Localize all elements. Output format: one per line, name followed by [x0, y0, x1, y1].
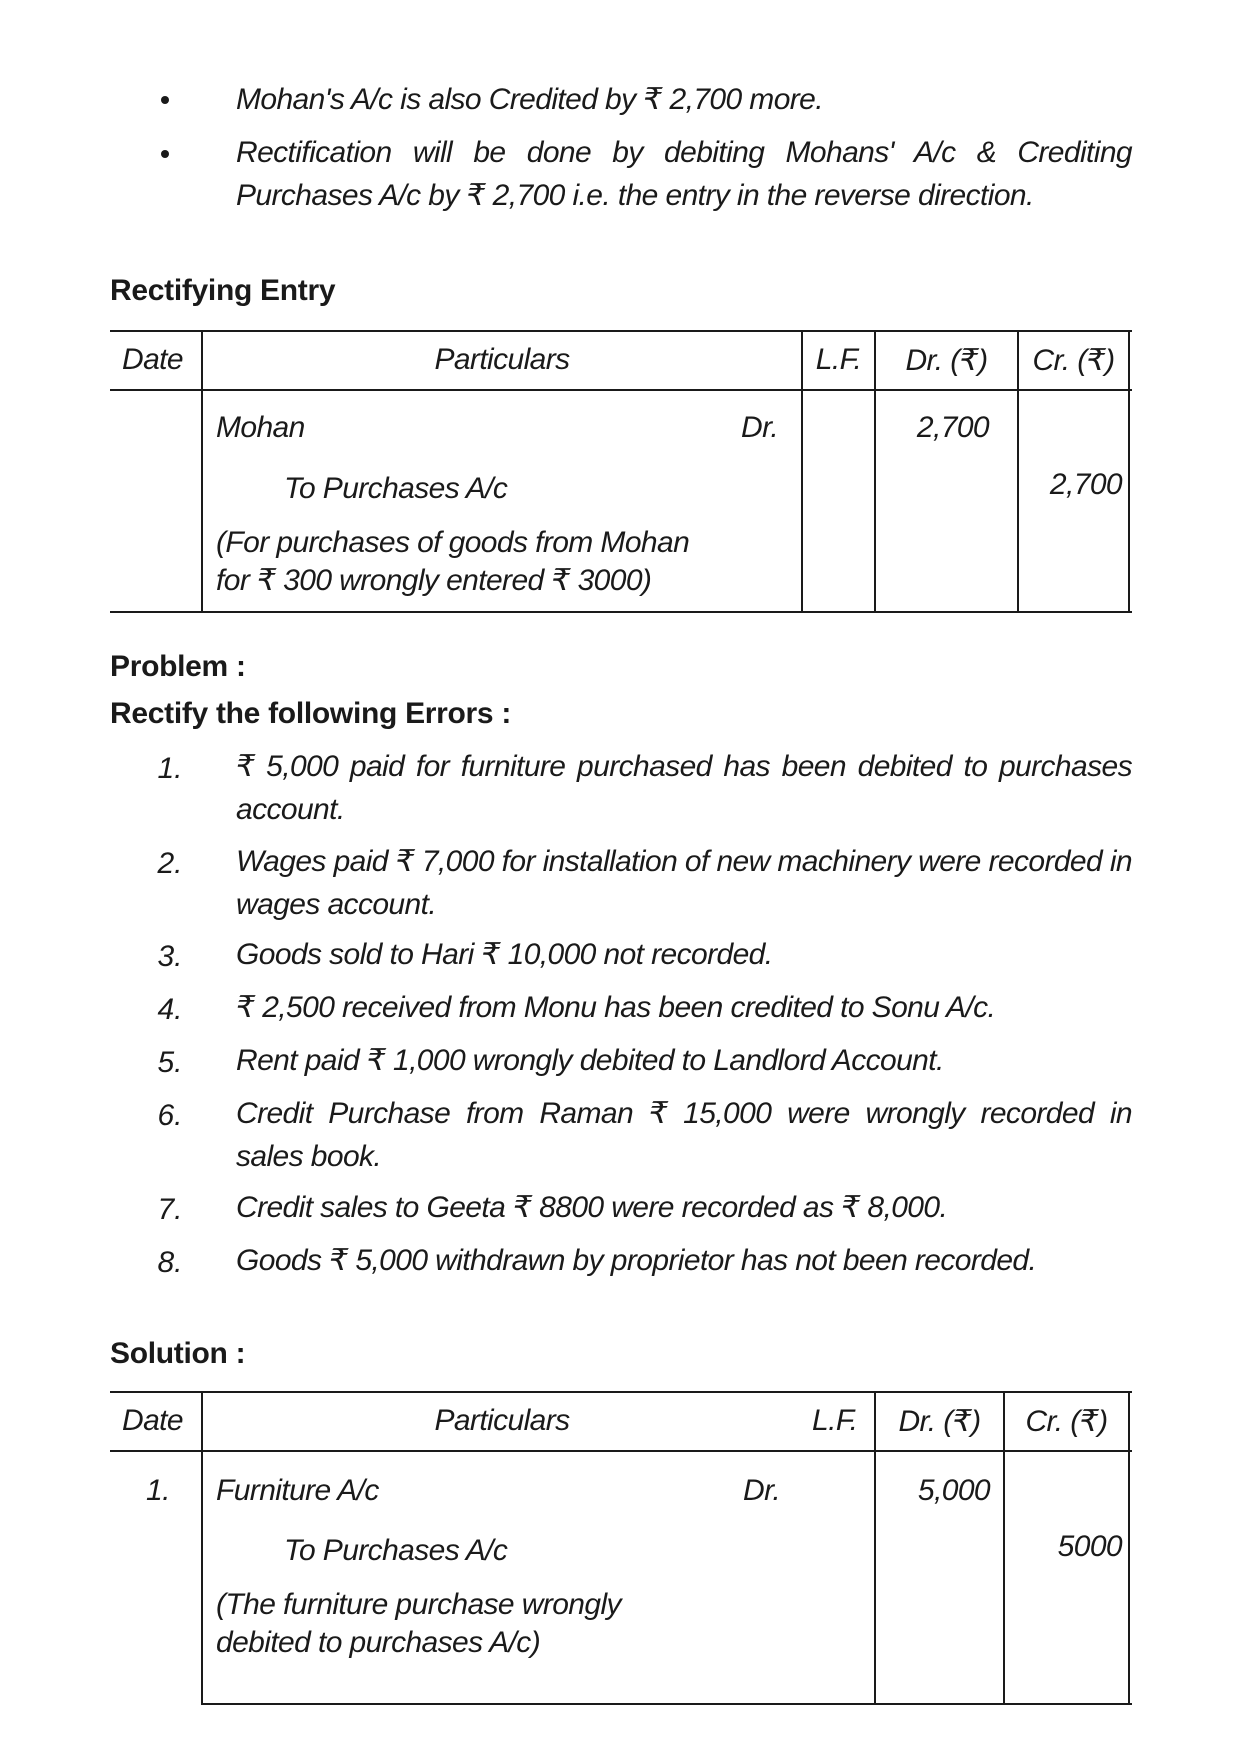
bullet-dot [161, 96, 169, 104]
list-number: 8. [157, 1246, 183, 1279]
list-item: Credit Purchase from Raman ₹ 15,000 were wrongly recorded in sales book. [236, 1097, 1132, 1173]
list-number: 7. [157, 1193, 183, 1226]
credit-amount: 2,700 [1049, 468, 1122, 501]
header-particulars: Particulars [434, 343, 570, 376]
narration [216, 524, 689, 600]
table-top-border [110, 330, 1132, 332]
list-item: Rent paid ₹ 1,000 wrongly debited to Landlord Account. [236, 1044, 944, 1077]
list-number: 5. [157, 1046, 183, 1079]
credit-amount: 5000 [1057, 1530, 1122, 1563]
list-number: 1. [157, 752, 183, 785]
dr-marker: Dr. [741, 411, 779, 444]
list-item: Wages paid ₹ 7,000 for installation of new machinery were recorded in wages account. [236, 845, 1132, 921]
bullet-text-2: Rectification will be done by debiting Mohans' A/c & Crediting Purchases A/c by ₹ 2,700 i.e. the entry in the reverse direction. [236, 136, 1132, 212]
header-date: Date [122, 343, 183, 376]
header-dr: Dr. (₹) [905, 344, 988, 377]
list-item: Goods ₹ 5,000 withdrawn by proprietor has not been recorded. [236, 1244, 1037, 1277]
debit-amount: 5,000 [917, 1474, 990, 1507]
header-date: Date [122, 1404, 183, 1437]
list-number: 6. [157, 1099, 183, 1132]
column-divider [1128, 1391, 1130, 1705]
problem-heading: Problem : [110, 650, 246, 683]
list-item: ₹ 5,000 paid for furniture purchased has been debited to purchases account. [236, 750, 1132, 826]
list-item: ₹ 2,500 received from Monu has been credited to Sonu A/c. [236, 991, 996, 1024]
narration [216, 1586, 621, 1662]
narration-line: debited to purchases A/c) [216, 1626, 541, 1659]
header-lf: L.F. [815, 343, 862, 376]
table-bottom-border [201, 1703, 1132, 1705]
narration-line: (The furniture purchase wrongly [216, 1588, 621, 1621]
dr-marker: Dr. [743, 1474, 781, 1507]
bullet-text-1: Mohan's A/c is also Credited by ₹ 2,700 more. [236, 83, 823, 116]
column-divider [1128, 330, 1130, 613]
header-particulars: Particulars [434, 1404, 570, 1437]
debit-amount: 2,700 [916, 411, 989, 444]
list-item: Goods sold to Hari ₹ 10,000 not recorded. [236, 938, 773, 971]
header-lf: L.F. [812, 1404, 858, 1437]
list-number: 2. [157, 847, 183, 880]
credit-account: To Purchases A/c [284, 1534, 508, 1567]
list-item: Credit sales to Geeta ₹ 8800 were recorded as ₹ 8,000. [236, 1191, 948, 1224]
credit-account: To Purchases A/c [284, 472, 508, 505]
solution-heading: Solution : [110, 1337, 246, 1370]
rectifying-entry-heading: Rectifying Entry [110, 274, 336, 307]
row-number: 1. [146, 1474, 170, 1507]
table-bottom-border [110, 611, 1132, 613]
debit-account: Mohan [216, 411, 305, 444]
column-divider [201, 1391, 203, 1705]
list-number: 4. [157, 993, 183, 1026]
header-bottom-border [110, 1450, 1132, 1452]
rectify-heading: Rectify the following Errors : [110, 697, 512, 730]
header-cr: Cr. (₹) [1025, 1405, 1108, 1438]
header-dr: Dr. (₹) [898, 1405, 981, 1438]
narration-line: (For purchases of goods from Mohan [216, 526, 690, 559]
list-number: 3. [157, 940, 183, 973]
table-top-border [110, 1391, 1132, 1393]
header-bottom-border [110, 389, 1132, 391]
narration-line: for ₹ 300 wrongly entered ₹ 3000) [216, 564, 652, 597]
bullet-dot [161, 150, 169, 158]
header-cr: Cr. (₹) [1032, 344, 1115, 377]
debit-account: Furniture A/c [216, 1474, 379, 1507]
